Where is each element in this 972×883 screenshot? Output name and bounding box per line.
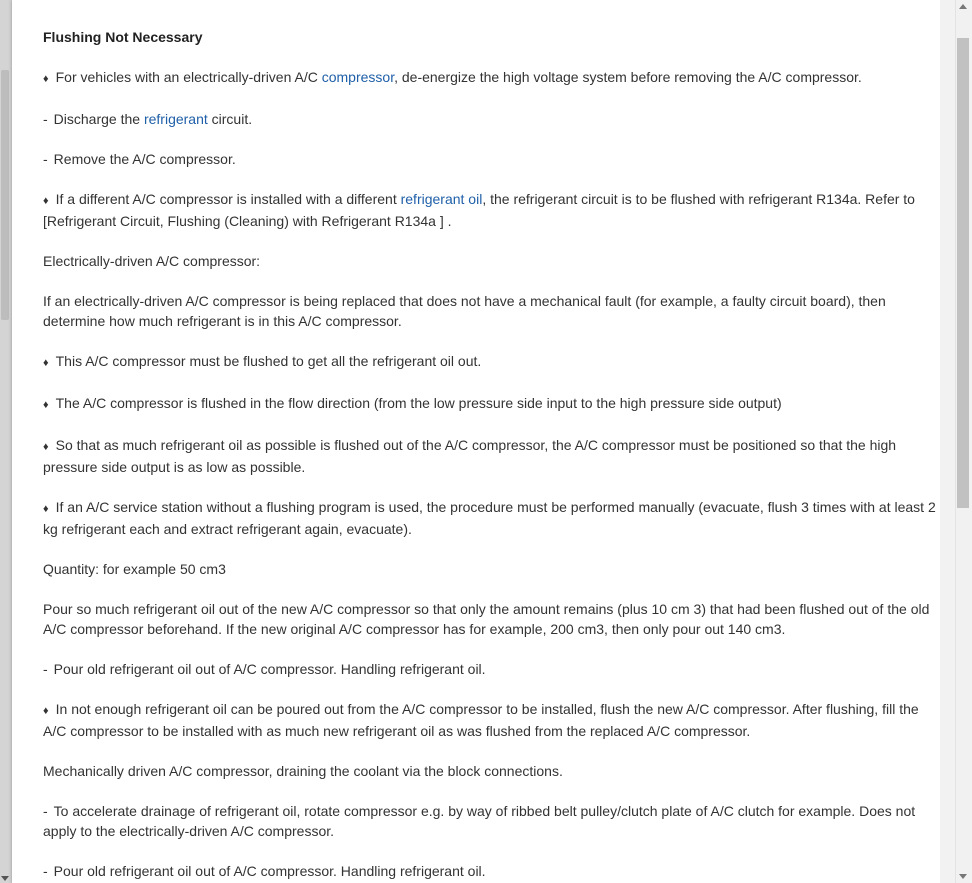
refrigerant-oil-link[interactable]: refrigerant oil [400, 191, 483, 207]
paragraph-5: Electrically-driven A/C compressor: [43, 253, 261, 269]
scroll-up-arrow-icon[interactable] [959, 4, 967, 9]
paragraph-6: If an electrically-driven A/C compressor is being replaced that does not have a mechanical fault (for example, a faulty circuit board), then determine how much refrigerant is in this A/C compressor. [43, 293, 886, 329]
dash-marker: - [43, 863, 48, 879]
left-scroll-down-arrow-icon[interactable] [1, 876, 9, 881]
paragraph-13: - Pour old refrigerant oil out of A/C compressor. Handling refrigerant oil. [43, 661, 486, 677]
bullet-icon: ♦ [43, 441, 49, 453]
paragraph-12: Pour so much refrigerant oil out of the new A/C compressor so that only the amount remains (plus 10 cm 3) that had been flushed out of the old A/C compressor beforehand. If the new original A/C compressor has for example, 200 cm3, then only pour out 140 cm3. [43, 601, 930, 637]
document-panel [12, 0, 940, 883]
left-scrollbar[interactable] [0, 0, 12, 883]
compressor-link[interactable]: compressor [321, 69, 395, 85]
dash-marker: - [43, 661, 48, 677]
bullet-icon: ♦ [43, 503, 49, 515]
paragraph-11: Quantity: for example 50 cm3 [43, 561, 226, 577]
paragraph-3: - Remove the A/C compressor. [43, 151, 236, 167]
bullet-icon: ♦ [43, 195, 49, 207]
paragraph-14: ♦ In not enough refrigerant oil can be poured out from the A/C compressor to be installed, flush the new A/C compressor. After flushing, fill the A/C compressor to be installed with as much new refrigerant oil as was flushed from the replaced A/C compressor. [43, 701, 919, 739]
paragraph-10: ♦ If an A/C service station without a flushing program is used, the procedure must be performed manually (evacuate, flush 3 times with at least 2 kg refrigerant each and extract refrigerant again, evacuate). [43, 499, 936, 537]
document-content [43, 27, 938, 883]
bullet-icon: ♦ [43, 705, 49, 717]
dash-marker: - [43, 151, 48, 167]
paragraph-1: ♦ For vehicles with an electrically-driven A/C compressor, de-energize the high voltage system before removing the A/C compressor. [43, 69, 862, 85]
section-heading: Flushing Not Necessary [43, 29, 203, 45]
scroll-down-arrow-icon[interactable] [959, 874, 967, 879]
paragraph-7: ♦ This A/C compressor must be flushed to get all the refrigerant oil out. [43, 353, 482, 369]
paragraph-8: ♦ The A/C compressor is flushed in the flow direction (from the low pressure side input to the high pressure side output) [43, 395, 782, 411]
paragraph-4: ♦ If a different A/C compressor is installed with a different refrigerant oil, the refrigerant circuit is to be flushed with refrigerant R134a. Refer to [Refrigerant Circuit, Flushing (Cleaning) with Refrigerant R134a ] . [43, 191, 915, 229]
paragraph-16: - To accelerate drainage of refrigerant oil, rotate compressor e.g. by way of ribbed belt pulley/clutch plate of A/C clutch for example. Does not apply to the electrically-driven A/C compressor. [43, 803, 916, 839]
bullet-icon: ♦ [43, 357, 49, 369]
paragraph-9: ♦ So that as much refrigerant oil as possible is flushed out of the A/C compressor, the A/C compressor must be positioned so that the high pressure side output is as low as possible. [43, 437, 897, 475]
paragraph-17: - Pour old refrigerant oil out of A/C compressor. Handling refrigerant oil. [43, 863, 486, 879]
right-scrollbar[interactable] [940, 0, 972, 883]
refrigerant-link[interactable]: refrigerant [143, 111, 208, 127]
paragraph-15: Mechanically driven A/C compressor, draining the coolant via the block connections. [43, 763, 563, 779]
dash-marker: - [43, 111, 48, 127]
bullet-icon: ♦ [43, 399, 49, 411]
paragraph-2: - Discharge the refrigerant circuit. [43, 111, 253, 127]
left-scrollbar-thumb[interactable] [1, 70, 9, 320]
dash-marker: - [43, 803, 48, 819]
bullet-icon: ♦ [43, 73, 49, 85]
scrollbar-thumb[interactable] [957, 38, 969, 508]
